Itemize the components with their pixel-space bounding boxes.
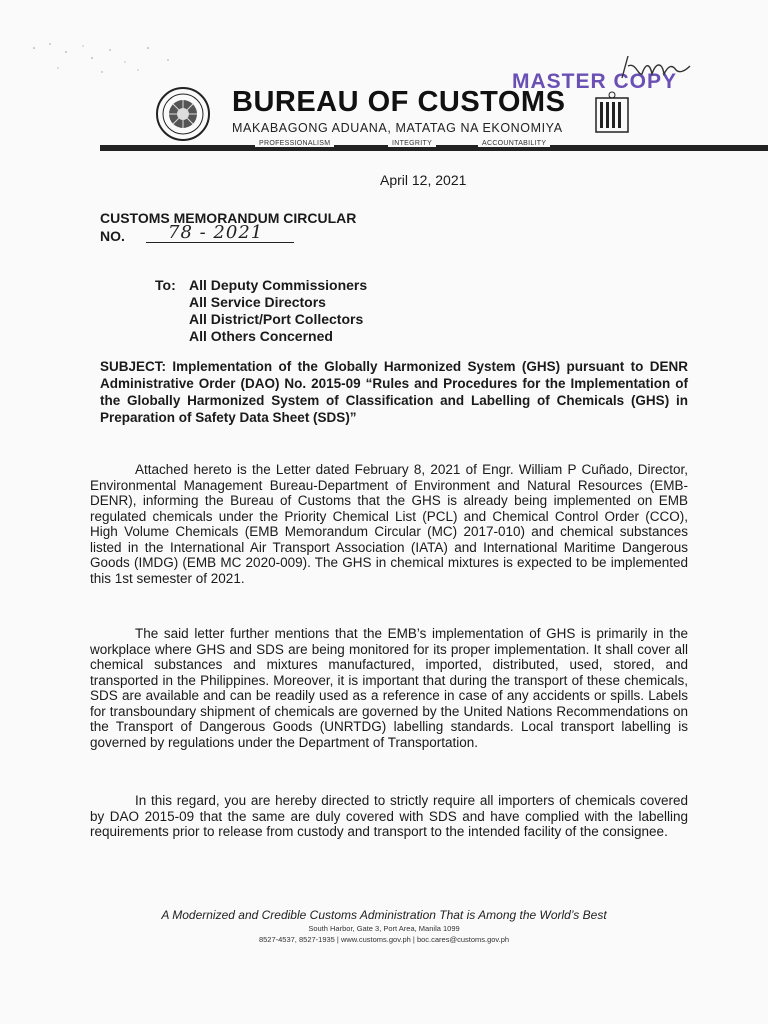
- to-label: To:: [155, 277, 176, 293]
- body-paragraph-3: In this regard, you are hereby directed to strictly require all importers of chemicals covered by DAO 2015-09 that the same are duly covered with SDS and have complied with the labelling requirements prior to release from custody and transport to the intended facility of the consignee.: [90, 793, 688, 839]
- footer-contact: 8527-4537, 8527-1935 | www.customs.gov.ph | boc.cares@customs.gov.ph: [258, 935, 510, 944]
- recipient-item: All District/Port Collectors: [189, 311, 364, 327]
- body-paragraph-1: Attached hereto is the Letter dated February 8, 2021 of Engr. William P Cuñado, Director, Environmental Management Bureau-Department of Environment and Natural Resources (EMB-DENR), informing the Bureau of Customs that the GHS is already being implemented on EMB regulated chemicals under the Priority Chemical List (PCL) and Chemical Control Order (CCO), High Volume Chemicals (EMB Memorandum Circular (MC) 2017-010) and chemical substances listed in the International Air Transport Association (IATA) and International Maritime Dangerous Goods (IMDG) (EMB MC 2020-009). The GHS in chemical mixtures is expected to be implemented this 1st semester of 2021.: [90, 462, 688, 586]
- body-paragraph-2: The said letter further mentions that the EMB’s implementation of GHS is primarily in the workplace where GHS and SDS are being monitored for its proper implementation. It shall cover all chemical substances and mixtures manufactured, imported, distributed, used, stored, and transported in the Philippines. Moreover, it is important that during the transport of these chemicals, SDS are available and can be readily used as a reference in case of any accidents or spills. Labels for transboundary shipment of chemicals are governed by the United Nations Recommendations on the Transport of Dangerous Goods (UNRTDG) labelling standards. Local transport labelling is governed by regulations under the Department of Transportation.: [90, 626, 688, 750]
- handwritten-initials: [618, 52, 708, 84]
- value-accountability: ACCOUNTABILITY: [478, 140, 550, 147]
- recipient-item: All Deputy Commissioners: [189, 277, 368, 293]
- memo-title: CUSTOMS MEMORANDUM CIRCULAR: [100, 210, 357, 226]
- value-integrity: INTEGRITY: [388, 140, 436, 147]
- agency-motto: MAKABAGONG ADUANA, MATATAG NA EKONOMIYA: [232, 121, 563, 135]
- agency-name: BUREAU OF CUSTOMS: [232, 86, 566, 118]
- scan-speckles: [28, 40, 198, 80]
- memo-subject: SUBJECT: Implementation of the Globally Harmonized System (GHS) pursuant to DENR Administrative Order (DAO) No. 2015-09 “Rules and Procedures for the Implementation of the Globally Harmonized System of Classification and Labelling of Chemicals (GHS) in Preparation of Safety Data Sheet (SDS)”: [100, 359, 688, 425]
- value-professionalism: PROFESSIONALISM: [255, 140, 334, 147]
- memo-number-value: 78 - 2021: [168, 222, 264, 243]
- flag-emblem-icon: [594, 90, 630, 136]
- recipients-block: [155, 277, 367, 345]
- recipient-item: All Others Concerned: [189, 328, 333, 344]
- footer-tagline: A Modernized and Credible Customs Administration That is Among the World’s Best: [161, 908, 607, 922]
- footer-address: South Harbor, Gate 3, Port Area, Manila 1099: [308, 924, 460, 933]
- recipient-item: All Service Directors: [189, 294, 326, 310]
- header-values: [100, 140, 768, 148]
- memo-number-label: NO.: [100, 228, 125, 244]
- memo-date: April 12, 2021: [380, 172, 467, 188]
- department-seal-icon: [155, 86, 211, 142]
- master-copy-stamp: MASTER COPY: [512, 70, 678, 93]
